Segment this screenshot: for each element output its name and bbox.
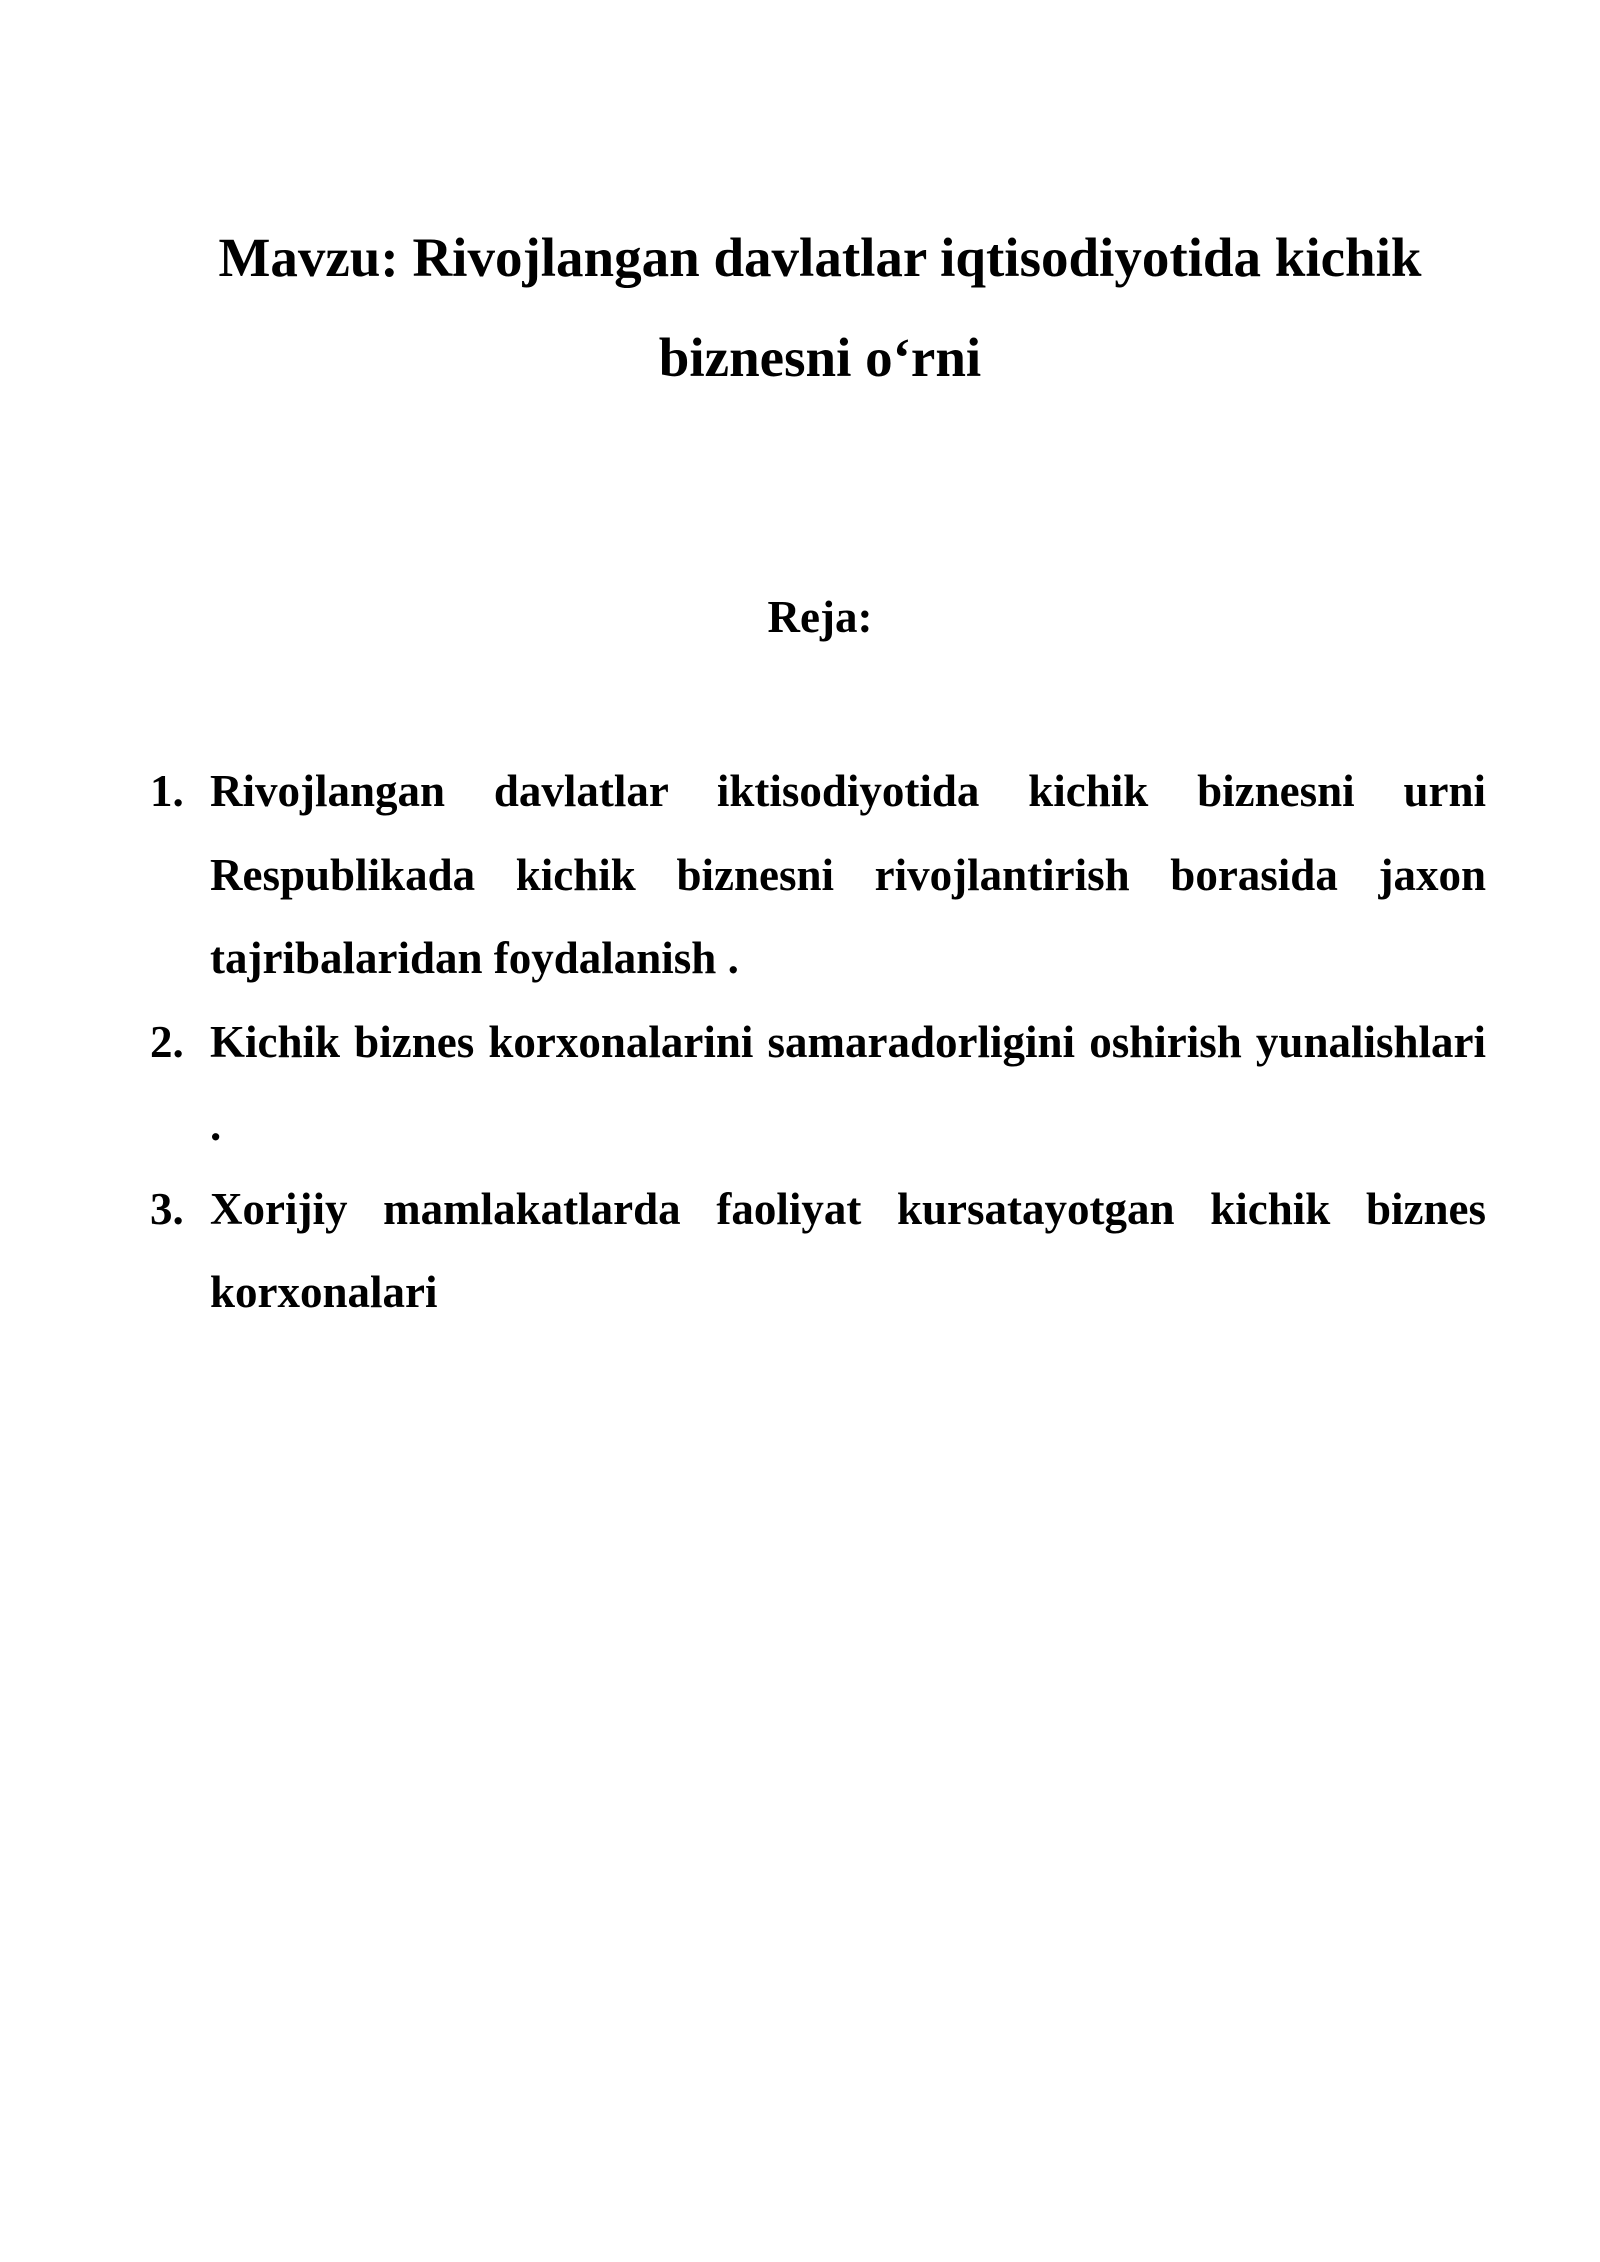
document-title: Mavzu: Rivojlangan davlatlar iqtisodiyotida kichik biznesni o‘rni xyxy=(218,227,1422,388)
plan-item-1 xyxy=(150,750,1486,1001)
plan-item-number: 3. xyxy=(150,1183,184,1234)
plan-item-text: Xorijiy mamlakatlarda faoliyat kursatayotgan kichik biznes korxonalari xyxy=(210,1183,1486,1317)
plan-item-3 xyxy=(150,1168,1486,1335)
plan-item-number: 2. xyxy=(150,1016,184,1067)
plan-item-text: Kichik biznes korxonalarini samaradorligini oshirish yunalishlari . xyxy=(210,1016,1486,1150)
plan-item-2 xyxy=(150,1001,1486,1168)
plan-heading: Reja: xyxy=(767,592,873,642)
plan-list xyxy=(150,750,1486,1335)
plan-item-number: 1. xyxy=(150,766,184,816)
plan-item-text: Rivojlangan davlatlar iktisodiyotida kichik biznesni urni Respublikada kichik biznesni rivojlantirish borasida jaxon tajribalaridan foydalanish . xyxy=(210,766,1486,983)
